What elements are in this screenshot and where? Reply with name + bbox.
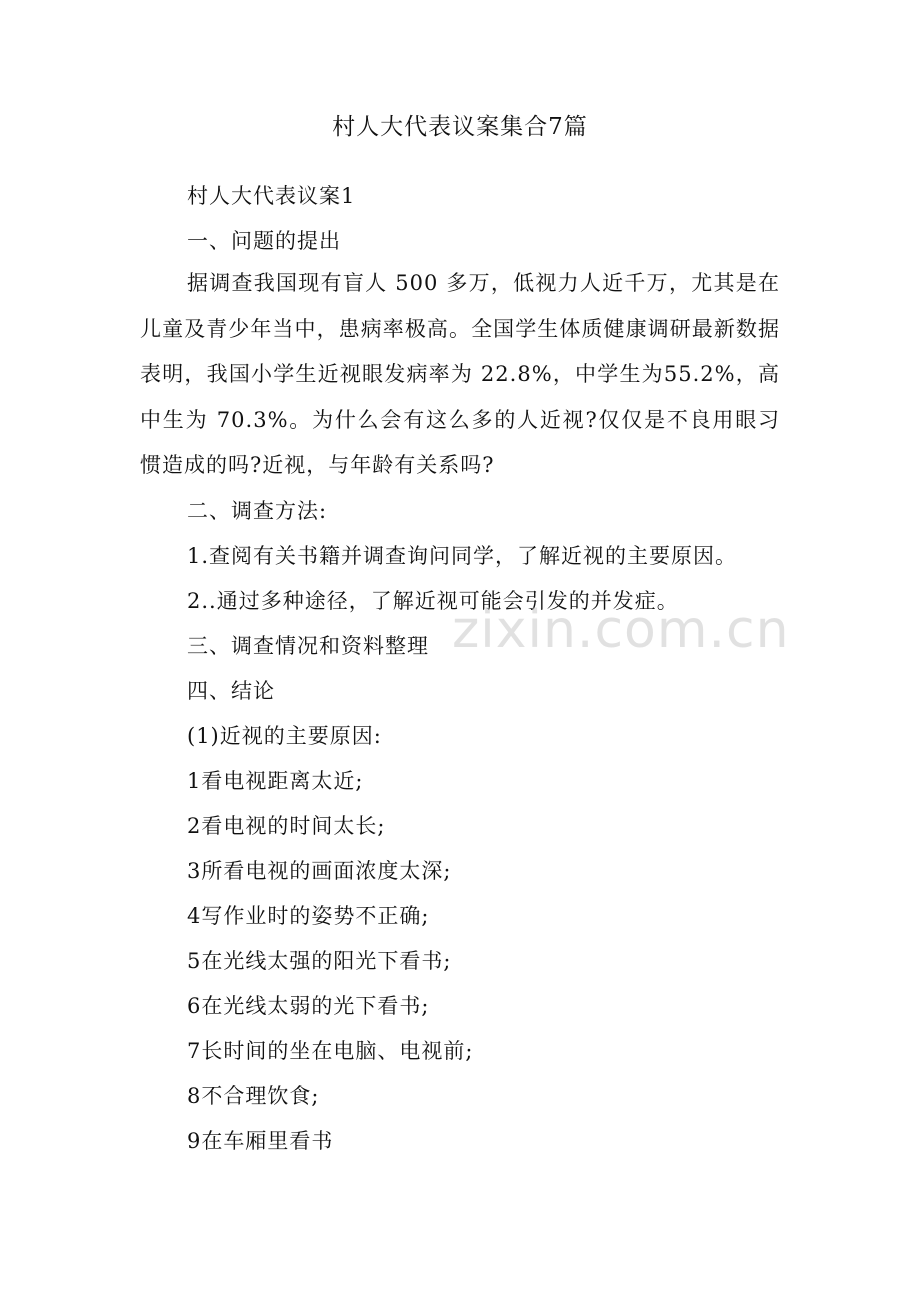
cause-item-3: 3所看电视的画面浓度太深;	[187, 859, 452, 883]
method-item-1: 1.查阅有关书籍并调查询问同学，了解近视的主要原因。	[187, 544, 738, 568]
document-title: 村人大代表议案集合7篇	[332, 114, 588, 140]
cause-item-7: 7长时间的坐在电脑、电视前;	[187, 1039, 474, 1063]
heading-method: 二、调查方法:	[187, 499, 328, 523]
heading-survey: 三、调查情况和资料整理	[187, 634, 429, 658]
subheading-causes: (1)近视的主要原因:	[187, 724, 382, 748]
cause-item-5: 5在光线太强的阳光下看书;	[187, 949, 452, 973]
cause-item-2: 2看电视的时间太长;	[187, 814, 386, 838]
cause-item-8: 8不合理饮食;	[187, 1084, 320, 1108]
cause-item-4: 4写作业时的姿势不正确;	[187, 904, 430, 928]
section-title: 村人大代表议案1	[187, 184, 356, 208]
paragraph-problem: 据调查我国现有盲人 500 多万，低视力人近千万，尤其是在儿童及青少年当中，患病率极高。全国学生体质健康调研最新数据表明，我国小学生近视眼发病率为 22.8%，中学生为55.2%，高中生为 70.3%。为什么会有这么多的人近视?仅仅是不良用眼习惯造成的吗?近视，与年龄有关系吗?	[140, 271, 780, 477]
watermark: zixin.com.cn	[452, 600, 790, 660]
cause-item-1: 1看电视距离太近;	[187, 769, 364, 793]
cause-item-6: 6在光线太弱的光下看书;	[187, 994, 430, 1018]
heading-problem: 一、问题的提出	[187, 229, 341, 253]
cause-item-9: 9在车厢里看书	[187, 1129, 334, 1153]
method-item-2: 2..通过多种途径，了解近视可能会引发的并发症。	[187, 589, 679, 613]
heading-conclusion: 四、结论	[187, 679, 275, 703]
